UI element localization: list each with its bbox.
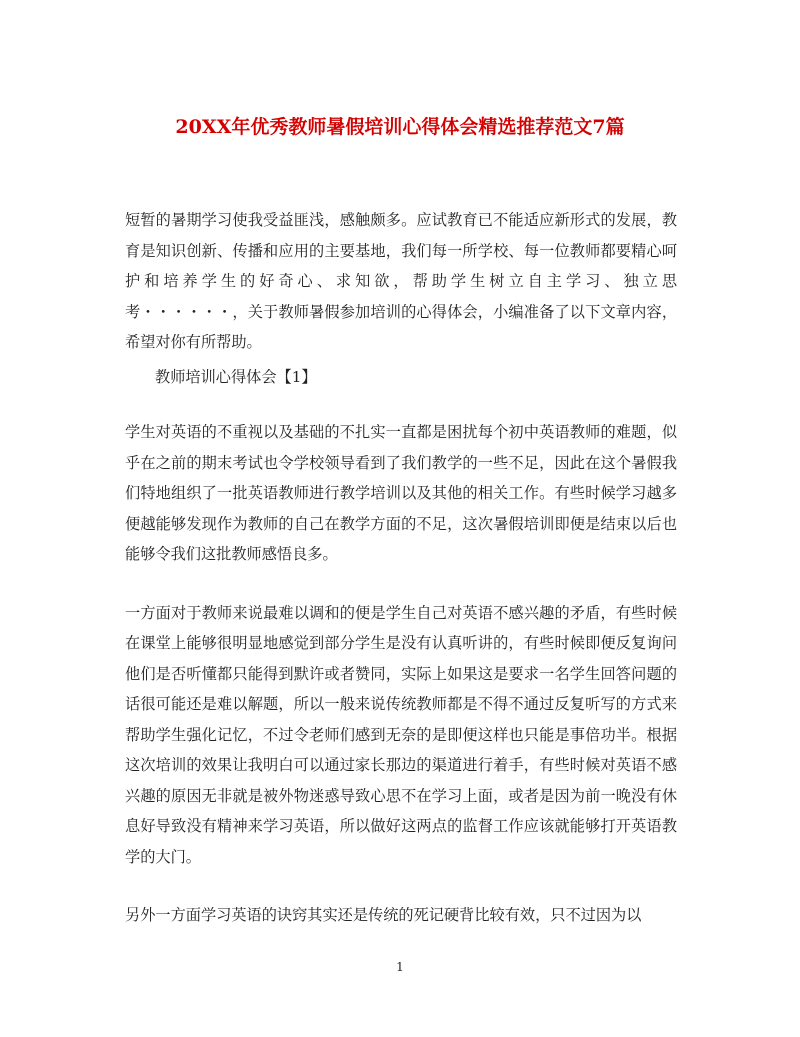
body-paragraph: 另外一方面学习英语的诀窍其实还是传统的死记硬背比较有效，只不过因为以: [125, 906, 642, 924]
document-title: 20XX年优秀教师暑假培训心得体会精选推荐范文7篇: [175, 116, 625, 138]
body-paragraph: 学生对英语的不重视以及基础的不扎实一直都是困扰每个初中英语教师的难题，似乎在之前的期末考试也令学校领导看到了我们教学的一些不足，因此在这个暑假我们特地组织了一批英语教师进行教学培训以及其他的相关工作。有些时候学习越多便越能够发现作为教师的自己在教学方面的不足，这次暑假培训即便是结束以后也能够令我们这批教师感悟良多。: [125, 423, 677, 563]
page-number: 1: [396, 960, 404, 974]
intro-paragraph: 短暂的暑期学习使我受益匪浅，感触颇多。应试教育已不能适应新形式的发展，教育是知识创新、传播和应用的主要基地，我们每一所学校、每一位教师都要精心呵护和培养学生的好奇心、求知欲，帮助学生树立自主学习、独立思考・・・・・・，关于教师暑假参加培训的心得体会，小编准备了以下文章内容，希望对你有所帮助。: [125, 211, 677, 351]
body-paragraph: 一方面对于教师来说最难以调和的便是学生自己对英语不感兴趣的矛盾，有些时候在课堂上能够很明显地感觉到部分学生是没有认真听讲的，有些时候即便反复询问他们是否听懂都只能得到默许或者赞同，实际上如果这是要求一名学生回答问题的话很可能还是难以解题，所以一般来说传统教师都是不得不通过反复听写的方式来帮助学生强化记忆，不过令老师们感到无奈的是即便这样也只能是事倍功半。根据这次培训的效果让我明白可以通过家长那边的渠道进行着手，有些时候对英语不感兴趣的原因无非就是被外物迷惑导致心思不在学习上面，或者是因为前一晚没有休息好导致没有精神来学习英语，所以做好这两点的监督工作应该就能够打开英语教学的大门。: [125, 603, 677, 866]
document-body: [125, 205, 677, 931]
section-heading: 教师培训心得体会【1】: [155, 367, 317, 386]
